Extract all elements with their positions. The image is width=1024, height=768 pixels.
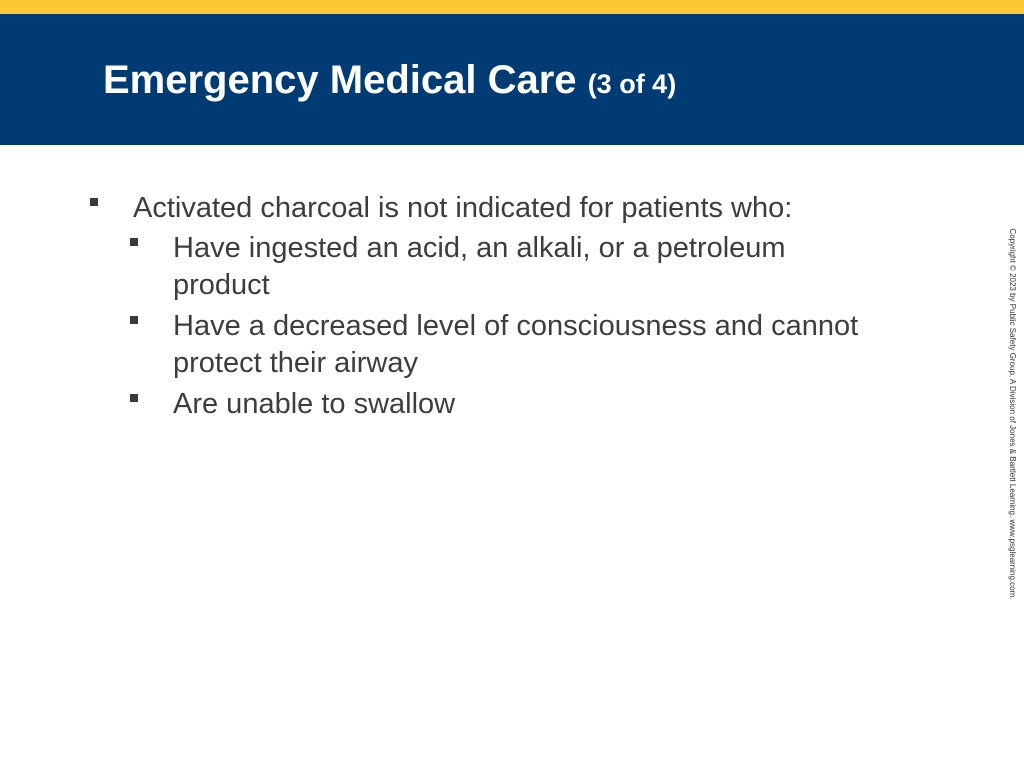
main-bullet-text: Activated charcoal is not indicated for patients who: bbox=[133, 192, 793, 224]
sub-bullet-marker bbox=[130, 238, 138, 246]
sub-bullet-marker bbox=[130, 316, 138, 324]
sub-bullet-text-continued: protect their airway bbox=[173, 347, 418, 379]
sub-bullet-text: Are unable to swallow bbox=[173, 388, 456, 420]
slide-title-suffix: (3 of 4) bbox=[587, 69, 677, 99]
sub-bullet-marker bbox=[130, 394, 138, 402]
sub-bullet-text: Have ingested an acid, an alkali, or a petroleum bbox=[173, 232, 786, 264]
sub-bullet-text-continued: product bbox=[173, 269, 270, 301]
bullet-marker bbox=[90, 198, 98, 206]
slide-title-main: Emergency Medical Care bbox=[103, 58, 577, 102]
sub-bullet-text: Have a decreased level of consciousness and cannot bbox=[173, 310, 859, 342]
copyright-notice: Copyright © 2023 by Public Safety Group, A Division of Jones & Bartlett Learning. www.psglearning.com. bbox=[1008, 228, 1017, 600]
